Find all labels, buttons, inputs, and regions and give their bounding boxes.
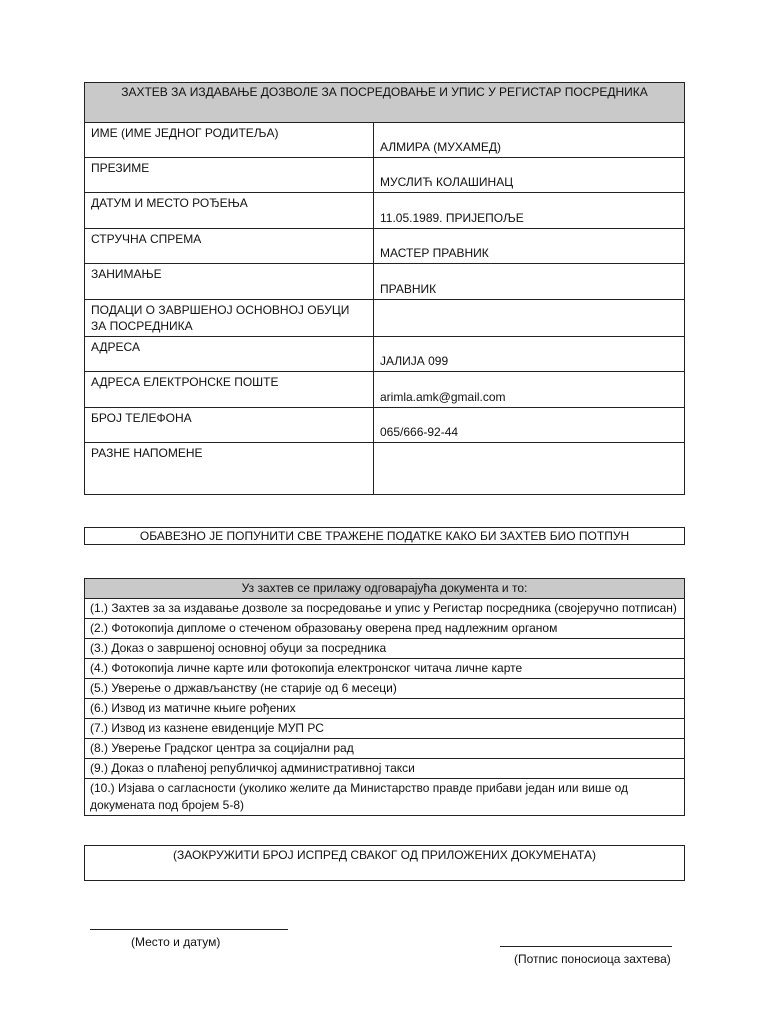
field-value-first-name[interactable]: АЛМИРА (МУХАМЕД) — [374, 123, 685, 158]
field-label-phone: БРОЈ ТЕЛЕФОНА — [85, 408, 374, 443]
document-item — [85, 619, 685, 639]
form-row-occupation — [85, 264, 685, 300]
field-label-address: АДРЕСА — [85, 337, 374, 372]
field-value-birth[interactable]: 11.05.1989. ПРИЈЕПОЉЕ — [374, 193, 685, 229]
form-row-phone — [85, 408, 685, 443]
form-row-birth — [85, 193, 685, 229]
document-item-4: (4.) Фотокопија личне карте или фотокопија електронског читача личне карте — [85, 659, 685, 679]
form-row-surname — [85, 158, 685, 193]
document-item-5: (5.) Уверење о држављанству (не старије од 6 месеци) — [85, 679, 685, 699]
document-item — [85, 759, 685, 779]
documents-header-row — [85, 579, 685, 599]
field-label-notes: РАЗНЕ НАПОМЕНЕ — [85, 443, 374, 495]
form-row-training — [85, 300, 685, 337]
document-item-6: (6.) Извод из матичне књиге рођених — [85, 699, 685, 719]
field-label-education: СТРУЧНА СПРЕМА — [85, 229, 374, 264]
application-form-table — [84, 82, 685, 495]
field-value-surname[interactable]: МУСЛИЋ КОЛАШИНАЦ — [374, 158, 685, 193]
field-value-education[interactable]: МАСТЕР ПРАВНИК — [374, 229, 685, 264]
field-label-email: АДРЕСА ЕЛЕКТРОНСКЕ ПОШТЕ — [85, 372, 374, 408]
document-item-8: (8.) Уверење Градског центра за социјални рад — [85, 739, 685, 759]
document-item-7: (7.) Извод из казнене евиденције МУП РС — [85, 719, 685, 739]
document-item — [85, 779, 685, 816]
document-item-10: (10.) Изјава о сагласности (уколико желите да Министарство правде прибави један или више од докумената под бројем 5-8) — [85, 779, 685, 816]
document-item — [85, 599, 685, 619]
documents-table — [84, 578, 685, 816]
document-item-3: (3.) Доказ о завршеној основној обуци за посредника — [85, 639, 685, 659]
form-row-notes — [85, 443, 685, 495]
document-item — [85, 679, 685, 699]
document-item-1: (1.) Захтев за за издавање дозволе за посредовање и упис у Регистар посредника (својеручно потписан) — [85, 599, 685, 619]
field-value-training[interactable] — [374, 300, 685, 337]
document-item — [85, 739, 685, 759]
document-item — [85, 719, 685, 739]
document-item-9: (9.) Доказ о плаћеној републичкој административној такси — [85, 759, 685, 779]
circle-instruction: (ЗАОКРУЖИТИ БРОЈ ИСПРЕД СВАКОГ ОД ПРИЛОЖЕНИХ ДОКУМЕНАТА) — [84, 845, 685, 881]
signature-caption: (Потпис поносиоца захтева) — [514, 952, 671, 966]
field-label-birth: ДАТУМ И МЕСТО РОЂЕЊА — [85, 193, 374, 229]
documents-header: Уз захтев се прилажу одговарајућа документа и то: — [85, 579, 685, 599]
field-value-email[interactable]: arimla.amk@gmail.com — [374, 372, 685, 408]
place-date-line[interactable] — [90, 929, 288, 930]
field-value-occupation[interactable]: ПРАВНИК — [374, 264, 685, 300]
field-label-training: ПОДАЦИ О ЗАВРШЕНОЈ ОСНОВНОЈ ОБУЦИ ЗА ПОСРЕДНИКА — [85, 300, 374, 337]
field-label-first-name: ИМЕ (ИМЕ ЈЕДНОГ РОДИТЕЉА) — [85, 123, 374, 158]
form-row-first-name — [85, 123, 685, 158]
form-row-address — [85, 337, 685, 372]
field-label-occupation: ЗАНИМАЊЕ — [85, 264, 374, 300]
document-item — [85, 639, 685, 659]
signature-line[interactable] — [500, 946, 672, 947]
field-value-address[interactable]: ЈАЛИЈА 099 — [374, 337, 685, 372]
field-label-surname: ПРЕЗИМЕ — [85, 158, 374, 193]
form-title-row — [85, 83, 685, 123]
form-row-email — [85, 372, 685, 408]
field-value-phone[interactable]: 065/666-92-44 — [374, 408, 685, 443]
form-title: ЗАХТЕВ ЗА ИЗДАВАЊЕ ДОЗВОЛЕ ЗА ПОСРЕДОВАЊЕ И УПИС У РЕГИСТАР ПОСРЕДНИКА — [85, 83, 685, 123]
place-date-caption: (Место и датум) — [131, 935, 221, 949]
mandatory-notice: ОБАВЕЗНО ЈЕ ПОПУНИТИ СВЕ ТРАЖЕНЕ ПОДАТКЕ КАКО БИ ЗАХТЕВ БИО ПОТПУН — [84, 527, 685, 545]
document-item — [85, 699, 685, 719]
document-item — [85, 659, 685, 679]
form-row-education — [85, 229, 685, 264]
document-item-2: (2.) Фотокопија дипломе о стеченом образовању оверена пред надлежним органом — [85, 619, 685, 639]
field-value-notes[interactable] — [374, 443, 685, 495]
